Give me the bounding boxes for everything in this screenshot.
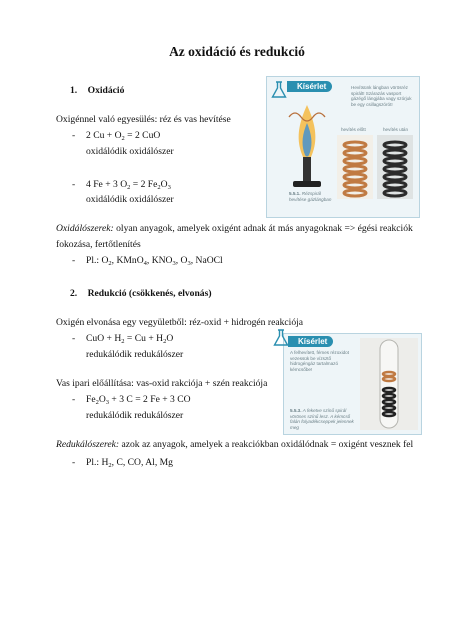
definition-term: Oxidálószerek: [56,223,114,234]
reaction-cuo-reduction: CuO + $H_2 = Cu + H_2O$ [86,333,174,345]
reaction-cu-oxidation: 2 $Cu + O_2 = 2$ CuO [86,130,161,142]
dash: - [72,179,76,190]
figure-caption: 5.5.1. Rézspirál hevítése gázlángban [289,191,332,202]
oxidizer-definition: Oxidálószerek: olyan anyagok, amelyek oxigént adnak át más anyagoknak => égési reakciók [56,223,413,234]
experiment-text: Hevítsünk lángban vörösréz spirált! Szárazás vasport gázégő lángjába vagy szórjuk be egy csillagszórót! [351,85,412,108]
oxidizer-definition-cont: fokozása, fertőtlenítés [56,239,141,250]
label-after: hevítés után [383,127,409,132]
reducer-examples: Pl.: $H_2$, C, CO, Al, Mg [86,457,173,469]
reaction-roles: oxidálódik oxidálószer [86,146,174,157]
reaction-fe-oxidation: 4 Fe + 3 $O_2 = 2$ $Fe_2O_3$ [86,179,171,191]
section1-number: 1. [70,85,78,96]
experiment-figure-1 [266,76,420,218]
section1-title: Oxidáció [87,85,125,96]
reaction-roles: oxidálódik oxidálószer [86,194,174,205]
reducer-definition: Redukálószerek: azok az anyagok, amelyek a reakciókban oxidálódnak = oxigént vesznek fel [56,439,414,450]
burner-illustration [281,99,333,193]
experiment-figure-2 [283,333,422,435]
definition-term: Redukálószerek: [56,439,120,450]
reaction-fe2o3-reduction: $Fe_2O_3 + 3$ C = 2 Fe + 3 CO [86,394,191,406]
section2-number: 2. [70,288,78,299]
section2-intro: Oxigén elvonása egy vegyületből: réz-oxid + hidrogén reakciója [56,317,304,328]
experiment-text: A felhevített, fémes rézoxidot vezessük be vízsztő hidrogéngáz tartalmazó kémcsőbe! [290,350,349,373]
dash: - [72,457,76,468]
section1-intro: Oxigénnel való egyesülés: réz és vas hevítése [56,114,231,125]
dash: - [72,130,76,141]
reaction-roles: redukálódik redukálószer [86,349,184,360]
photo-before [337,135,373,199]
reaction-roles: redukálódik redukálószer [86,410,184,421]
section2-intro2: Vas ipari előállítása: vas-oxid rakciója + szén reakciója [56,378,268,389]
flask-icon [270,80,288,100]
section1-heading [70,85,124,97]
section2-title: Redukció (csökkenés, elvonás) [87,288,212,299]
dash: - [72,394,76,405]
dash: - [72,333,76,344]
test-tube-photo [360,338,418,430]
dash: - [72,255,76,266]
label-before: hevítés előtt [341,127,366,132]
figure-caption: 5.5.3. A feketve színű spirál vöröses színű lesz. A kémcső falán folyadékcseppek jelennek meg [290,408,354,431]
page-title: Az oxidáció és redukció [169,44,305,59]
photo-after [377,135,413,199]
oxidizer-examples: Pl.: $O_2$, KMnO$_4$, $KNO_3$, $O_3$, NaOCl [86,255,223,267]
experiment-badge: Kísérlet [288,336,333,347]
section2-heading [70,288,212,300]
experiment-badge: Kísérlet [287,81,332,92]
